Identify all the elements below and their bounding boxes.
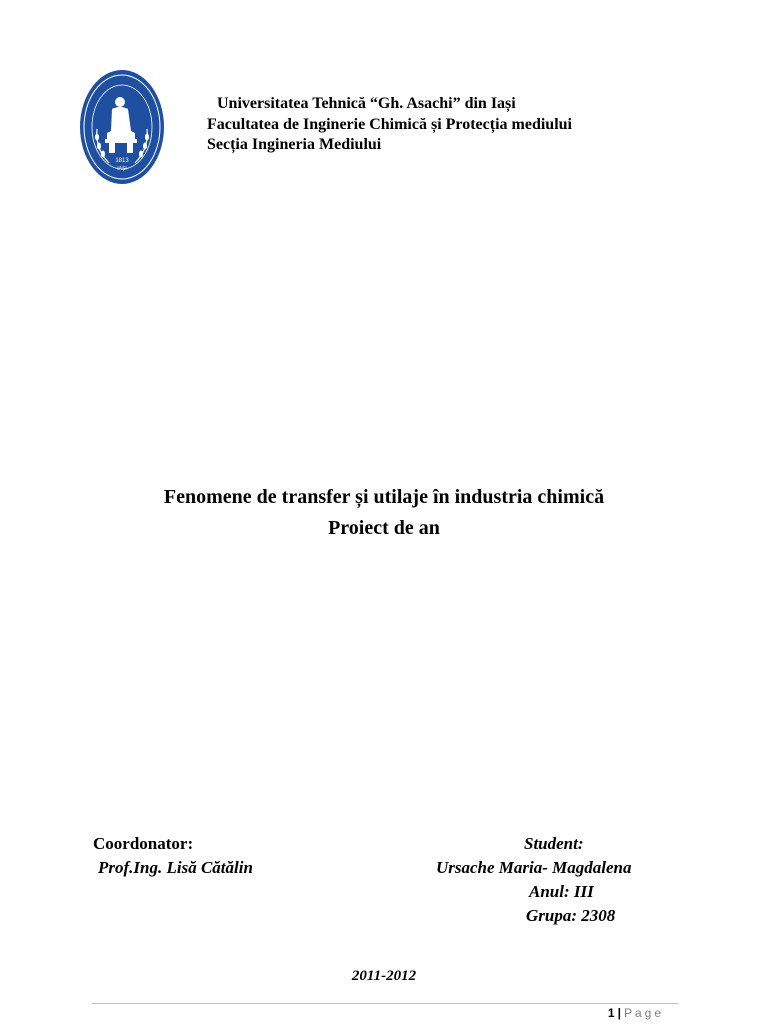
page-number: 1 <box>607 1006 615 1020</box>
student-year: Anul: III <box>529 882 594 901</box>
page-footer <box>608 1005 664 1021</box>
university-seal-icon <box>79 69 165 185</box>
document-subtitle: Proiect de an <box>328 517 440 539</box>
footer-separator: | <box>617 1006 621 1020</box>
coordinator-label: Coordonator: <box>93 834 194 853</box>
academic-year: 2011-2012 <box>351 968 417 984</box>
document-title: Fenomene de transfer și utilaje în industria chimică <box>163 486 605 508</box>
logo-year: 1813 <box>115 158 129 164</box>
page-label: Page <box>623 1006 664 1020</box>
coordinator-name: Prof.Ing. Lisă Cătălin <box>98 858 253 877</box>
section-name: Secția Ingineria Mediului <box>207 136 382 153</box>
university-name: Universitatea Tehnică “Gh. Asachi” din Iași <box>217 95 516 112</box>
student-name: Ursache Maria- Magdalena <box>436 858 632 877</box>
student-label: Student: <box>524 834 584 853</box>
student-group: Grupa: 2308 <box>526 906 616 925</box>
faculty-name: Facultatea de Inginerie Chimică și Protecția mediului <box>207 116 572 133</box>
footer-divider <box>92 1003 678 1004</box>
logo-city: IAȘI <box>117 166 127 172</box>
